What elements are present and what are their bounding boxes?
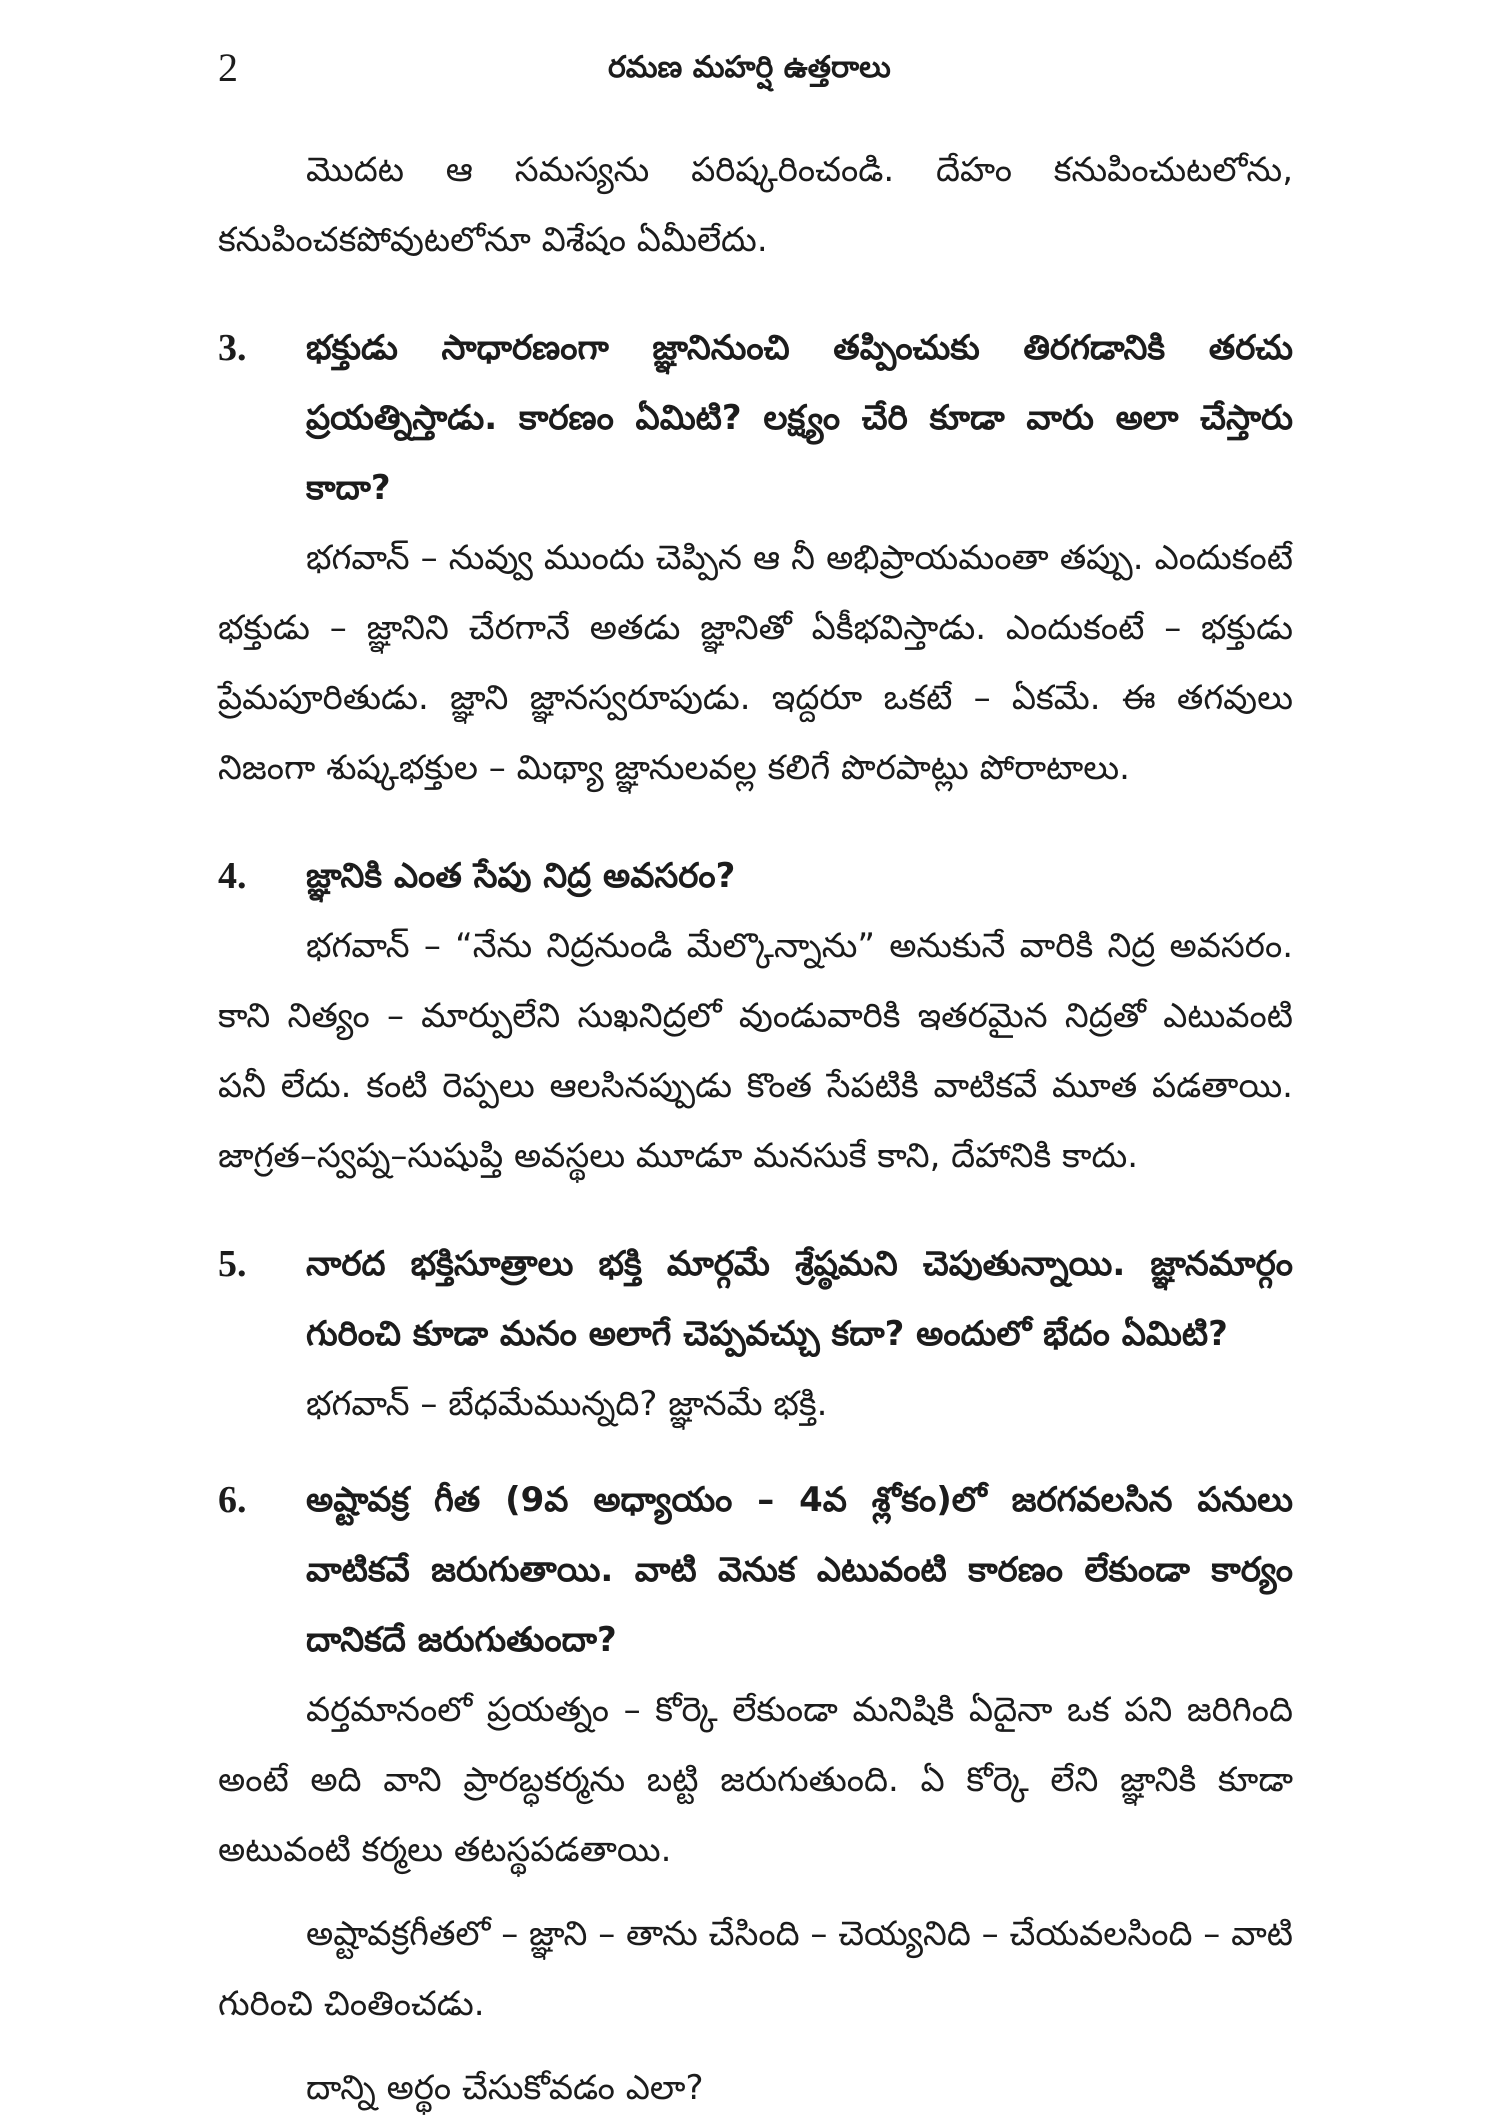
page-header	[218, 38, 1298, 98]
page-body	[218, 135, 1293, 2123]
answer-paragraph: వర్తమానంలో ప్రయత్నం – కోర్కె లేకుండా మనిషికి ఏదైనా ఒక పని జరిగింది అంటే అది వాని ప్రారబ్ధకర్మను బట్టి జరుగుతుంది. ఏ కోర్కె లేని జ్ఞానికి కూడా అటువంటి కర్మలు తటస్థపడతాయి.	[218, 1690, 1293, 1870]
answer-paragraph: భగవాన్ – “నేను నిద్రనుండి మేల్కొన్నాను” అనుకునే వారికి నిద్ర అవసరం. కాని నిత్యం – మార్పులేని సుఖనిద్రలో వుండువారికి ఇతరమైన నిద్రతో ఎటువంటి పనీ లేదు. కంటి రెప్పలు ఆలసినప్పుడు కొంత సేపటికి వాటికవే మూత పడతాయి. జాగ్రత–స్వప్న–సుషుప్తి అవస్థలు మూడూ మనసుకే కాని, దేహానికి కాదు.	[218, 926, 1293, 1176]
question-number: 3.	[218, 327, 247, 369]
question-4	[218, 841, 1293, 911]
answer-paragraph: దాన్ని అర్థం చేసుకోవడం ఎలా?	[306, 2068, 704, 2108]
question-text: నారద భక్తిసూత్రాలు భక్తి మార్గమే శ్రేష్ఠమని చెపుతున్నాయి. జ్ఞానమార్గం గురించి కూడా మనం అలాగే చెప్పవచ్చు కదా? అందులో భేదం ఏమిటి?	[306, 1244, 1293, 1354]
page-number: 2	[218, 45, 238, 90]
question-text: భక్తుడు సాధారణంగా జ్ఞానినుంచి తప్పించుకు తిరగడానికి తరచు ప్రయత్నిస్తాడు. కారణం ఏమిటి? లక్ష్యం చేరి కూడా వారు అలా చేస్తారు కాదా?	[306, 328, 1293, 508]
question-text: జ్ఞానికి ఎంత సేపు నిద్ర అవసరం?	[306, 856, 736, 896]
answer-paragraph: మొదట ఆ సమస్యను పరిష్కరించండి. దేహం కనుపించుటలోను, కనుపించకపోవుటలోనూ విశేషం ఏమీలేదు.	[218, 150, 1293, 260]
question-5	[218, 1229, 1293, 1369]
answer-paragraph: భగవాన్ – నువ్వు ముందు చెప్పిన ఆ నీ అభిప్రాయమంతా తప్పు. ఎందుకంటే భక్తుడు – జ్ఞానిని చేరగానే అతడు జ్ఞానితో ఏకీభవిస్తాడు. ఎందుకంటే – భక్తుడు ప్రేమపూరితుడు. జ్ఞాని జ్ఞానస్వరూపుడు. ఇద్దరూ ఒకటే – ఏకమే. ఈ తగవులు నిజంగా శుష్కభక్తుల – మిథ్యా జ్ఞానులవల్ల కలిగే పొరపాట్లు పోరాటాలు.	[218, 538, 1293, 788]
answer-paragraph: అష్టావక్రగీతలో – జ్ఞాని – తాను చేసింది – చెయ్యనిది – చేయవలసింది – వాటి గురించి చింతించడు.	[218, 1914, 1293, 2024]
question-number: 4.	[218, 855, 247, 897]
question-number: 6.	[218, 1479, 247, 1521]
question-6	[218, 1465, 1293, 1675]
running-title: రమణ మహర్షి ఉత్తరాలు	[608, 50, 891, 85]
question-number: 5.	[218, 1243, 247, 1285]
question-text: అష్టావక్ర గీత (9వ అధ్యాయం – 4వ శ్లోకం)లో జరగవలసిన పనులు వాటికవే జరుగుతాయి. వాటి వెనుక ఎటువంటి కారణం లేకుండా కార్యం దానికదే జరుగుతుందా?	[306, 1480, 1293, 1660]
answer-paragraph: భగవాన్ – బేధమేమున్నది? జ్ఞానమే భక్తి.	[306, 1384, 828, 1424]
question-3	[218, 313, 1293, 523]
